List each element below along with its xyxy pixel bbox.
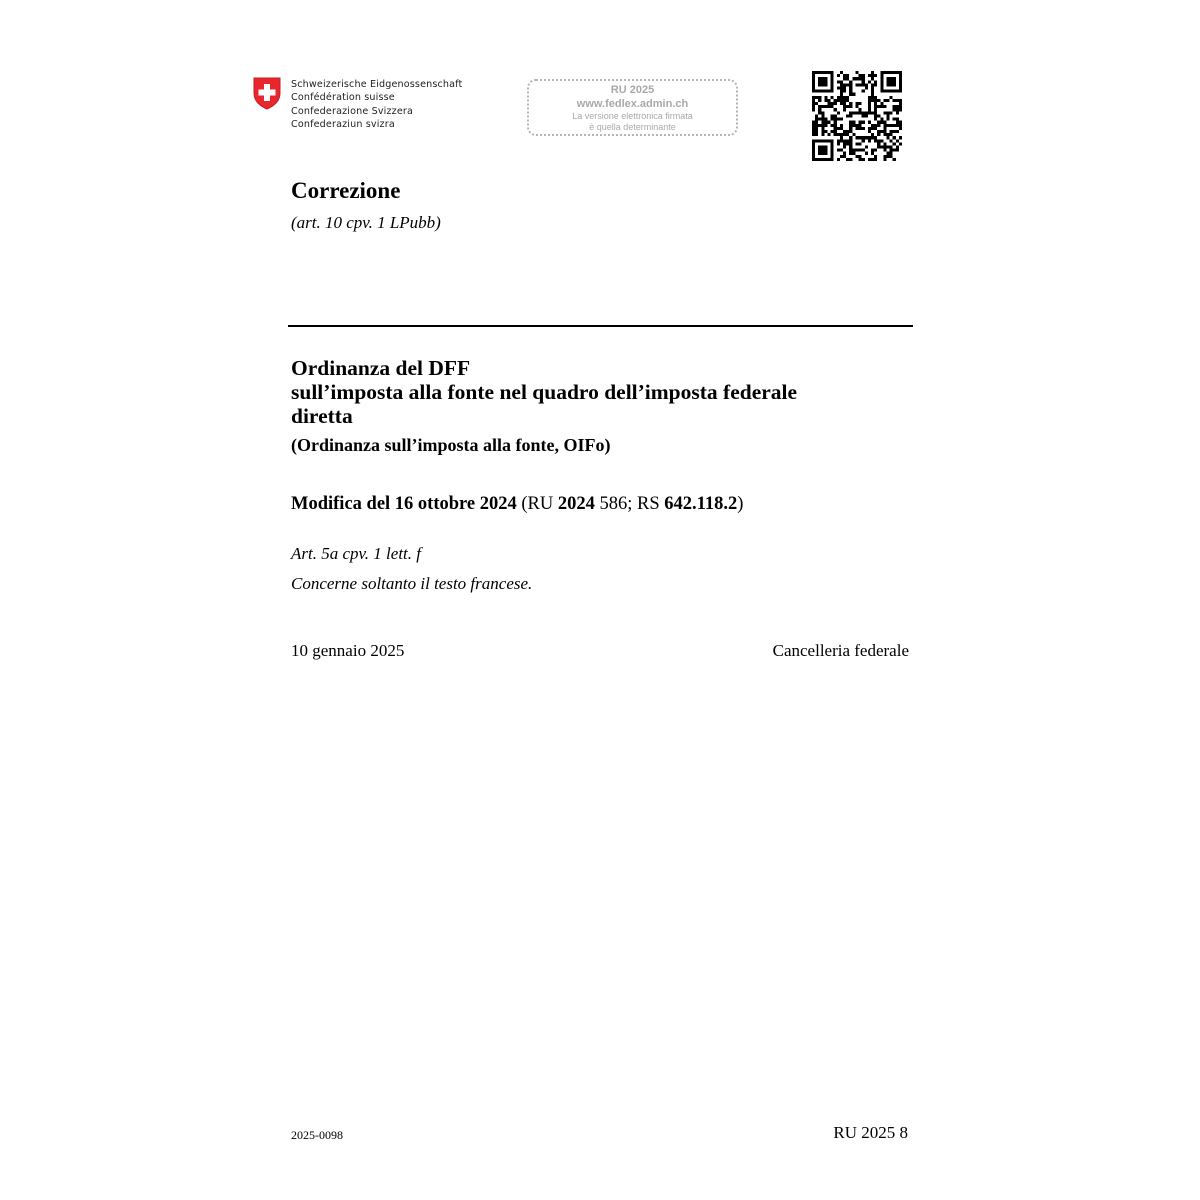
section-divider — [288, 325, 913, 327]
article-reference: Art. 5a cpv. 1 lett. f — [291, 544, 421, 563]
ordinance-title-line: sull’imposta alla fonte nel quadro dell’imposta federale — [291, 380, 798, 404]
electronic-signature-stamp — [527, 79, 738, 136]
authority-name-rm: Confederaziun svizra — [291, 118, 395, 130]
authority-name-fr: Confédération suisse — [291, 92, 395, 104]
amendment-ru-page: 586; RS — [594, 494, 665, 514]
amendment-date: Modifica del 16 ottobre 2024 — [291, 494, 517, 514]
authority-names — [291, 78, 462, 131]
ordinance-title-line: Ordinanza del DFF — [291, 356, 471, 380]
stamp-note-line2: è quella determinante — [589, 122, 676, 132]
document-id: 2025-0098 — [291, 1128, 343, 1142]
page-reference: RU 2025 8 — [833, 1123, 908, 1142]
ordinance-short-title: (Ordinanza sull’imposta alla fonte, OIFo) — [291, 435, 611, 455]
stamp-note-line1: La versione elettronica firmata — [572, 111, 693, 121]
qr-code-icon — [812, 71, 902, 161]
stamp-website: www.fedlex.admin.ch — [576, 98, 689, 110]
swiss-coat-of-arms-icon — [253, 77, 281, 110]
authority-name-de: Schweizerische Eidgenossenschaft — [291, 79, 463, 90]
publication-date: 10 gennaio 2025 — [291, 641, 405, 660]
stamp-collection: RU 2025 — [610, 84, 655, 96]
authority-name-it: Confederazione Svizzera — [291, 105, 414, 117]
correction-legal-reference: (art. 10 cpv. 1 LPubb) — [291, 213, 441, 232]
issuing-authority: Cancelleria federale — [772, 641, 909, 660]
ordinance-title-line: diretta — [291, 404, 353, 428]
correction-title: Correzione — [291, 178, 401, 203]
amendment-open: (RU — [516, 494, 558, 514]
amendment-close: ) — [737, 494, 744, 514]
article-note: Concerne soltanto il testo francese. — [291, 574, 533, 593]
amendment-line — [291, 494, 743, 515]
amendment-ru-year: 2024 — [557, 494, 595, 514]
ordinance-title — [291, 356, 901, 428]
amendment-rs-number: 642.118.2 — [664, 494, 738, 514]
